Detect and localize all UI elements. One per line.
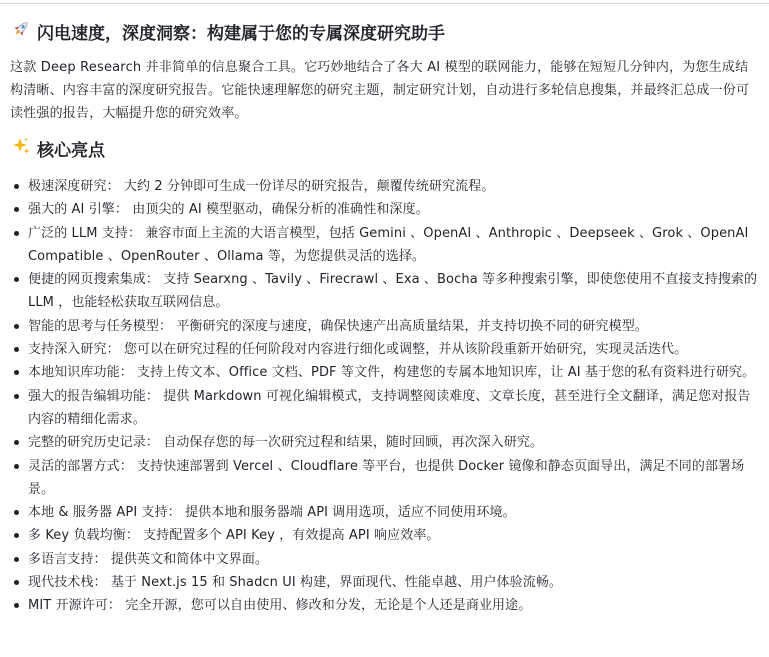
feature-item: 本地 & 服务器 API 支持： 提供本地和服务器端 API 调用选项，适应不同使用环境。 — [10, 501, 759, 524]
heading-features-text: 核心亮点 — [37, 141, 105, 161]
feature-item: 完整的研究历史记录： 自动保存您的每一次研究过程和结果，随时回顾，再次深入研究。 — [10, 431, 759, 454]
rocket-icon — [10, 18, 32, 50]
heading-features — [10, 135, 759, 167]
feature-item: 强大的报告编辑功能： 提供 Markdown 可视化编辑模式，支持调整阅读难度、文章长度，甚至进行全文翻译，满足您对报告内容的精细化需求。 — [10, 385, 759, 432]
heading-main — [10, 18, 759, 50]
feature-item: 灵活的部署方式： 支持快速部署到 Vercel 、Cloudflare 等平台，也提供 Docker 镜像和静态页面导出，满足不同的部署场景。 — [10, 455, 759, 502]
feature-item: 现代技术栈： 基于 Next.js 15 和 Shadcn UI 构建，界面现代、性能卓越、用户体验流畅。 — [10, 571, 759, 594]
sparkles-icon — [10, 135, 32, 167]
feature-item: 多语言支持： 提供英文和简体中文界面。 — [10, 548, 759, 571]
feature-item: 广泛的 LLM 支持： 兼容市面上主流的大语言模型，包括 Gemini 、OpenAI 、Anthropic 、Deepseek 、Grok 、OpenAI Compatible 、OpenRouter 、Ollama 等，为您提供灵活的选择。 — [10, 222, 759, 269]
top-divider — [0, 3, 769, 4]
intro-paragraph: 这款 Deep Research 并非简单的信息聚合工具。它巧妙地结合了各大 AI 模型的联网能力，能够在短短几分钟内，为您生成结构清晰、内容丰富的深度研究报告。它能快速理解您的研究主题，制定研究计划，自动进行多轮信息搜集，并最终汇总成一份可读性强的报告，大幅提升您的研究效率。 — [10, 60, 750, 121]
feature-item: 强大的 AI 引擎： 由顶尖的 AI 模型驱动，确保分析的准确性和深度。 — [10, 198, 759, 221]
readme-section — [10, 18, 759, 618]
heading-main-text: 闪电速度，深度洞察：构建属于您的专属深度研究助手 — [37, 24, 445, 44]
feature-item: 本地知识库功能： 支持上传文本、Office 文档、PDF 等文件，构建您的专属本地知识库，让 AI 基于您的私有资料进行研究。 — [10, 361, 759, 384]
feature-item: 支持深入研究： 您可以在研究过程的任何阶段对内容进行细化或调整，并从该阶段重新开始研究，实现灵活迭代。 — [10, 338, 759, 361]
features-list — [10, 175, 759, 618]
feature-item: 智能的思考与任务模型： 平衡研究的深度与速度，确保快速产出高质量结果，并支持切换不同的研究模型。 — [10, 315, 759, 338]
feature-item: 便捷的网页搜索集成： 支持 Searxng 、Tavily 、Firecrawl 、Exa 、Bocha 等多种搜索引擎，即使您使用不直接支持搜索的 LLM ，也能轻松获取互联网信息。 — [10, 268, 759, 315]
feature-item: MIT 开源许可： 完全开源，您可以自由使用、修改和分发，无论是个人还是商业用途。 — [10, 594, 759, 617]
feature-item: 极速深度研究： 大约 2 分钟即可生成一份详尽的研究报告，颠覆传统研究流程。 — [10, 175, 759, 198]
feature-item: 多 Key 负载均衡： 支持配置多个 API Key ，有效提高 API 响应效率。 — [10, 524, 759, 547]
